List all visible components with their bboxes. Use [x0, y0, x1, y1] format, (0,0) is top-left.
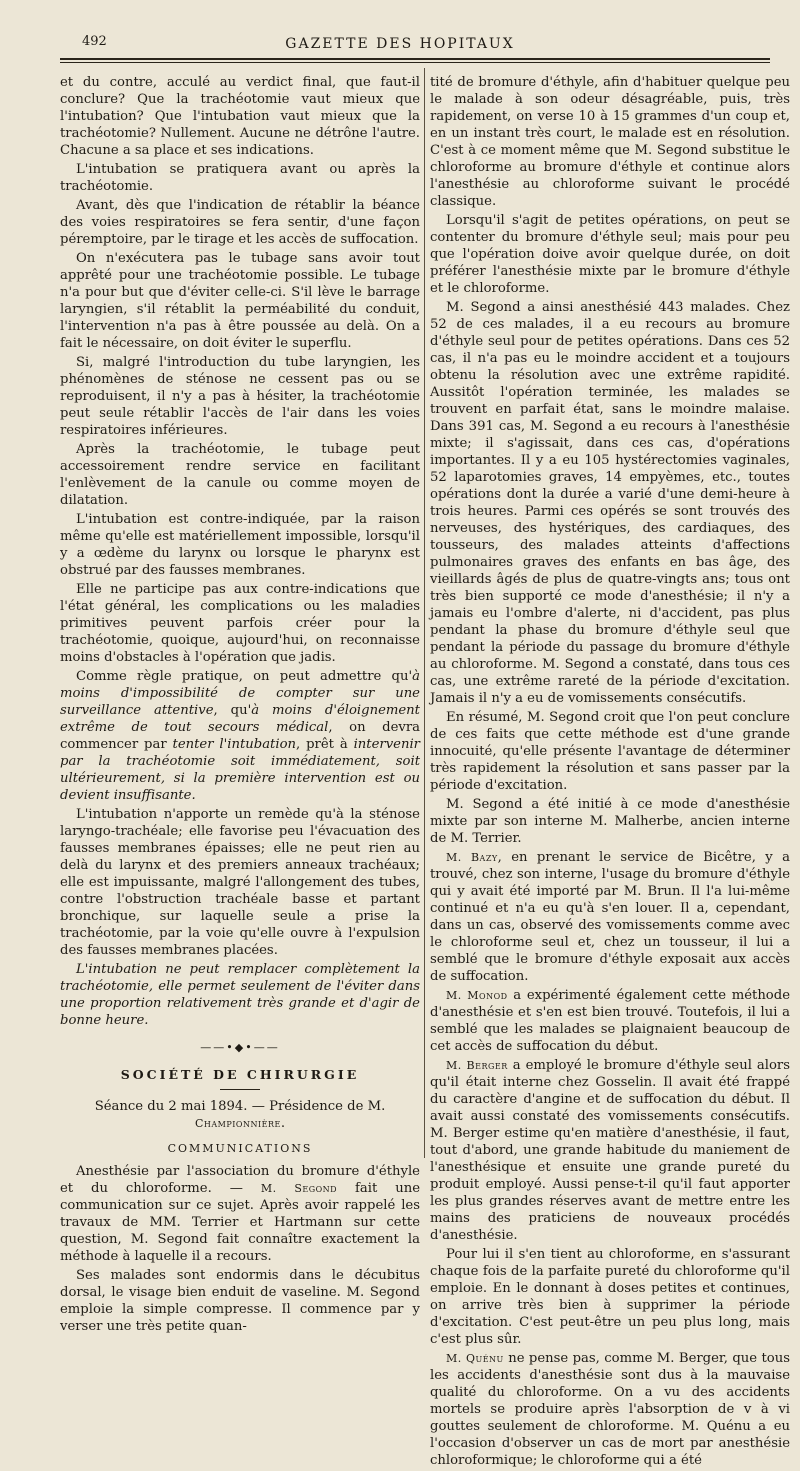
text-run: a expérimenté également cette méthode d'anesthésie et s'en est bien trouvé. Toutefois, il lui a semblé que les malades se plaignaient beaucoup de cet accès de suffocation du début. — [430, 988, 790, 1054]
text-run: Séance du 2 mai 1894. — Présidence de M. — [94, 1099, 386, 1114]
speaker-name: M. Quénu — [446, 1352, 504, 1365]
paragraph-monod — [430, 987, 790, 1055]
paragraph: tité de bromure d'éthyle, afin d'habituer quelque peu le malade à son odeur désagréable, puis, très rapidement, on verse 10 à 15 grammes d'un coup et, en un instant très court, le malade est en résolution. C'est à ce moment même que M. Segond substitue le chloroforme au bromure d'éthyle et continue alors l'anesthésie au chloroforme suivant le procédé classique. — [430, 75, 790, 209]
paragraph: Après la trachéotomie, le tubage peut accessoirement rendre service en facilitant l'enlèvement de la canule ou comme moyen de dilatation. — [60, 442, 420, 508]
running-title: GAZETTE DES HOPITAUX — [285, 36, 515, 52]
session-line — [60, 1098, 420, 1132]
text-run: , prêt à — [296, 737, 354, 752]
text-run: fait une communication sur ce sujet. Après avoir rappelé les travaux de MM. Terrier et Hartmann sur cette question, M. Segond fait connaître exactement la méthode à laquelle il a recours. — [60, 1181, 420, 1264]
text-run: a employé le bromure d'éthyle seul alors qu'il était interne chez Gosselin. Il avait été frappé du caractère d'angine et de suffocation du début. Il avait aussi constaté des vomissements consécutifs. M. Berger estime qu'en matière d'anesthésie, il faut, tout d'abord, une grande habitude du maniement de l'anesthésique et ensuite une grande pureté du produit employé. Aussi pense-t-il qu'il faut apporter les plus grandes réserves avant de mettre entre les mains des praticiens de nouveaux procédés d'anesthésie. — [430, 1058, 790, 1243]
italic-run: tenter l'intubation — [172, 737, 297, 752]
paragraph: Lorsqu'il s'agit de petites opérations, on peut se contenter du bromure d'éthyle seul; mais pour peu que l'opération doive avoir quelque durée, on doit préférer l'anesthésie mixte par le bromure d'éthyle et le chloroforme. — [430, 213, 790, 296]
paragraph-conclusion — [60, 961, 420, 1029]
paragraph: L'intubation se pratiquera avant ou après la trachéotomie. — [60, 162, 420, 194]
speaker-name: M. Bazy — [446, 851, 498, 864]
paragraph-practical-rule — [60, 668, 420, 804]
paragraph-quenu — [430, 1350, 790, 1469]
paragraph: Si, malgré l'introduction du tube laryngien, les phénomènes de sténose ne cessent pas ou se reproduisent, il n'y a pas à hésiter, la trachéotomie peut seule rétablir l'accès de l'air dans les voies respiratoires inférieures. — [60, 355, 420, 438]
paragraph: On n'exécutera pas le tubage sans avoir tout apprêté pour une trachéotomie possible. Le tubage n'a pour but que d'éviter celle-ci. S'il lève le barrage laryngien, s'il rétablit la perméabilité du conduit, l'intervention n'a pas à être poussée au delà. On a fait le nécessaire, on doit éviter le superflu. — [60, 251, 420, 351]
paragraph-anesthesia — [60, 1163, 420, 1265]
paragraph: L'intubation n'apporte un remède qu'à la sténose laryngo-trachéale; elle favorise peu l'évacuation des fausses membranes épaisses; elle ne peut rien au delà du larynx et des premiers anneaux trachéaux; elle est impuissante, malgré l'allongement des tubes, contre l'obstruction trachéale basse et partant bronchique, sur laquelle seule a prise la trachéotomie, par la voie qu'elle ouvre à l'expulsion des fausses membranes placées. — [60, 807, 420, 958]
italic-run: à moins d'impossibilité de compter sur une surveillance attentive — [60, 669, 420, 718]
speaker-name: M. Berger — [446, 1059, 508, 1072]
paragraph: L'intubation est contre-indiquée, par la raison même qu'elle est matériellement impossible, lorsqu'il y a œdème du larynx ou lorsque le pharynx est obstrué par des fausses membranes. — [60, 512, 420, 578]
paragraph-berger — [430, 1057, 790, 1244]
speaker-name: M. Segond — [260, 1182, 338, 1195]
paragraph: Elle ne participe pas aux contre-indications que l'état général, les complications ou les maladies primitives peuvent parfois créer pour la trachéotomie, quoique, aujourd'hui, on reconnaisse moins d'obstacles à l'opération que jadis. — [60, 582, 420, 665]
paragraph: M. Segond a été initié à ce mode d'anesthésie mixte par son interne M. Malherbe, ancien interne de M. Terrier. — [430, 797, 790, 846]
paragraph: En résumé, M. Segond croit que l'on peut conclure de ces faits que cette méthode est d'une grande innocuité, qu'elle présente l'avantage de déterminer très rapidement la résolution et sans passer par la période d'excitation. — [430, 710, 790, 793]
article-title: Anesthésie par l'association du bromure d'éthyle et du chloroforme. — [60, 1164, 420, 1196]
page-number: 492 — [82, 34, 107, 49]
text-run: Comme règle pratique, on peut admettre qu' — [76, 669, 413, 684]
paragraph: M. Segond a ainsi anesthésié 443 malades. Chez 52 de ces malades, il a eu recours au bromure d'éthyle seul pour de petites opérations. Dans ces 52 cas, il n'a pas eu le moindre accident et a toujours obtenu la résolution avec une extrême rapidité. Aussitôt l'opération terminée, les malades se trouvent en parfait état, sans le moindre malaise. Dans 391 cas, M. Segond a eu recours à l'anesthésie mixte; il s'agissait, dans ces cas, d'opérations importantes. Il y a eu 105 hystérectomies vaginales, 52 laparotomies graves, 14 empyèmes, etc., toutes opérations dont la durée a varié d'une demi-heure à trois heures. Parmi ces opérés se sont trouvés des nerveuses, des hystériques, des cardiaques, des tousseurs, des malades atteints d'affections pulmonaires graves des enfants en bas âge, des vieillards âgés de plus de quatre-vingts ans; tous ont très bien supporté ce mode d'anesthésie; il n'y a jamais eu l'ombre d'alerte, ni d'accident, pas plus pendant la phase du bromure d'éthyle seul que pendant la période du passage du bromure d'éthyle au chloroforme. M. Segond a constaté, dans tous ces cas, une extrême rareté de la période d'excitation. Jamais il n'y a eu de vomissements consécutifs. — [430, 300, 790, 706]
paragraph: Ses malades sont endormis dans le décubitus dorsal, le visage bien enduit de vaseline. M. Segond emploie la simple compresse. Il commence par y verser une très petite quan- — [60, 1268, 420, 1334]
paragraph: Avant, dès que l'indication de rétablir la béance des voies respiratoires se fera sentir, d'une façon péremptoire, par le tirage et les accès de suffocation. — [60, 198, 420, 247]
paragraph: Pour lui il s'en tient au chloroforme, en s'assurant chaque fois de la parfaite pureté du chloroforme qu'il emploie. En le donnant à doses petites et continues, on arrive très bien à supprimer la période d'excitation. C'est peut-être un peu plus long, mais c'est plus sûr. — [430, 1247, 790, 1347]
italic-run: à moins d'éloignement extrême de tout secours médical — [60, 703, 420, 735]
right-column — [430, 74, 790, 1471]
header-rule — [60, 58, 770, 60]
speaker-name: M. Monod — [446, 989, 508, 1002]
text-run: — — [211, 1181, 261, 1196]
column-divider — [424, 68, 425, 1158]
text-run: , on devra commencer par — [60, 720, 421, 752]
paragraph-bazy — [430, 849, 790, 985]
left-column — [60, 74, 420, 1337]
president-name: Championnière — [194, 1117, 281, 1130]
text-run: ne pense pas, comme M. Berger, que tous les accidents d'anesthésie sont dus à la mauvaise qualité du chloroforme. On a vu des accidents mortels se produire après l'absorption de v à vi gouttes seulement de chloroforme. M. Quénu a eu l'occasion d'observer un cas de mort par anesthésie chloroformique; le chloroforme qui a été — [430, 1351, 790, 1468]
header-rule-thin — [60, 62, 770, 63]
text-run: , qu' — [213, 703, 252, 718]
text-run: . — [280, 1116, 286, 1131]
short-rule — [220, 1089, 260, 1090]
ornament-divider: ——•◆•—— — [200, 1041, 280, 1054]
italic-run: intervenir par la trachéotomie soit immédiatement, soit ultérieurement, si la première intervention est ou devient insuffisante. — [60, 737, 420, 803]
italic-run: L'intubation ne peut remplacer complètement la trachéotomie, elle permet seulement de l'éviter dans une proportion relativement très grande et d'agir de bonne heure. — [60, 962, 420, 1028]
section-title: SOCIÉTÉ DE CHIRURGIE — [120, 1067, 360, 1082]
paragraph: et du contre, acculé au verdict final, que faut-il conclure? Que la trachéotomie vaut mieux que l'intubation? Que l'intubation vaut mieux que la trachéotomie? Nullement. Aucune ne détrône l'autre. Chacune a sa place et ses indications. — [60, 75, 420, 158]
subsection-title: COMMUNICATIONS — [167, 1142, 313, 1155]
text-run: , en prenant le service de Bicêtre, y a trouvé, chez son interne, l'usage du bromure d'éthyle qui y avait été importé par M. Brun. Il l'a lui-même continué et n'a eu qu'à s'en louer. Il a, cependant, dans un cas, observé des vomissements comme avec le chloroforme seul et, chez un tousseur, il lui a semblé que le bromure d'éthyle exposait aux accès de suffocation. — [430, 850, 790, 984]
